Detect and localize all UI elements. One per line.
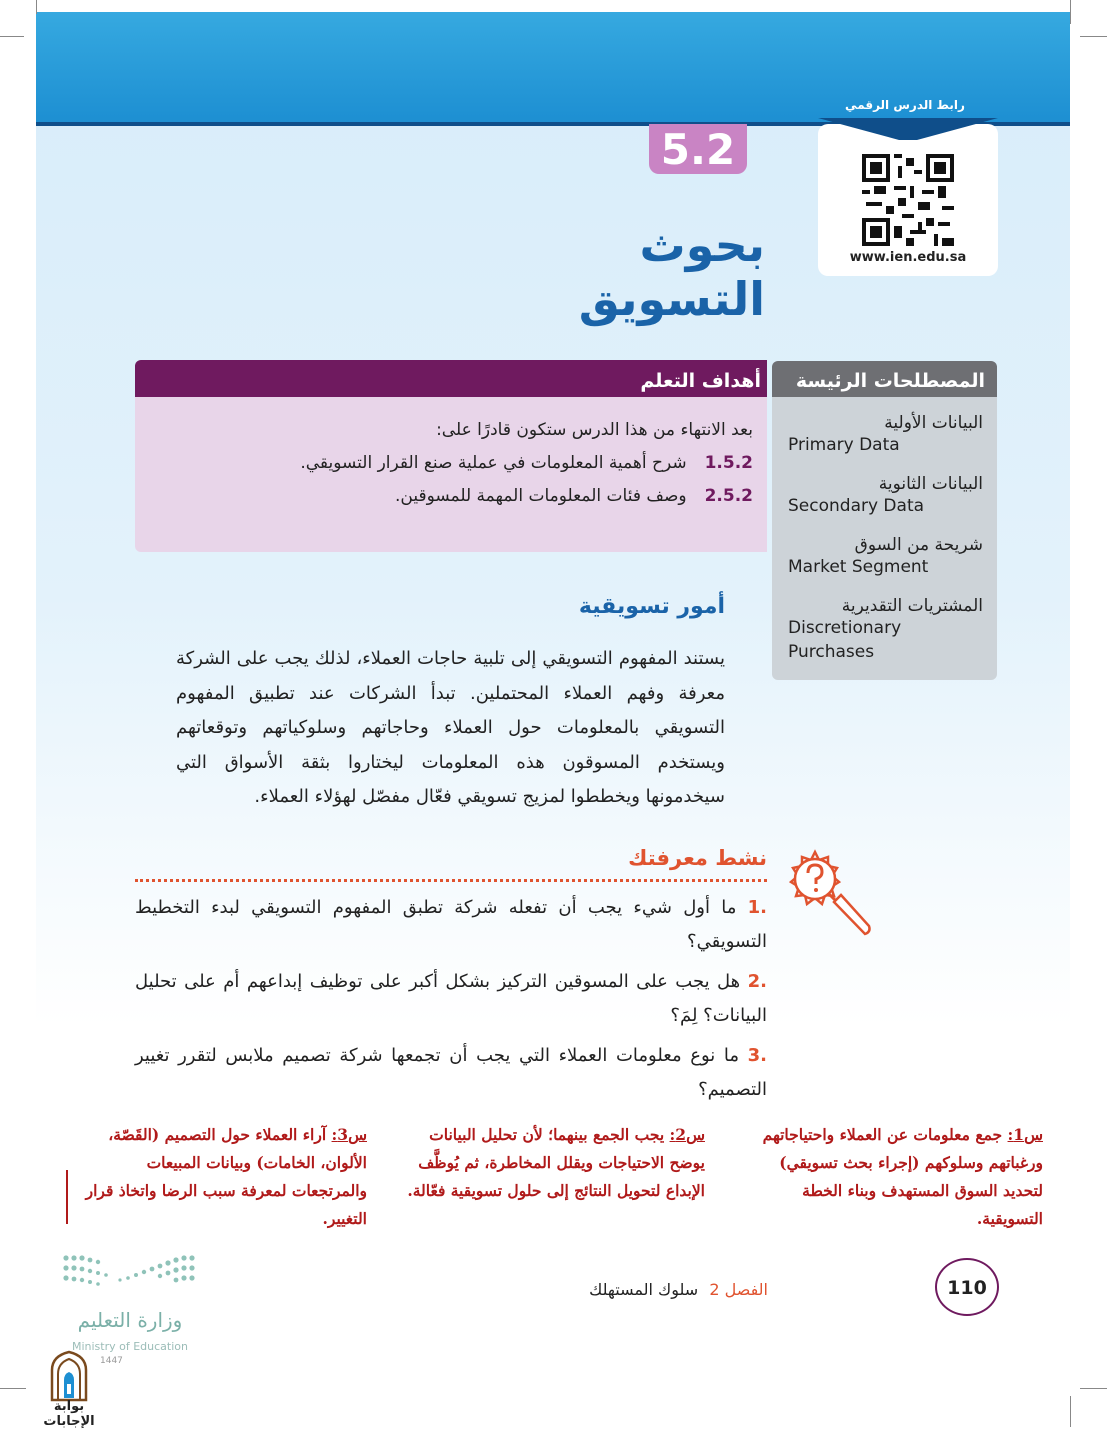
goal-text: وصف فئات المعلومات المهمة للمسوقين. [394,486,687,506]
learning-goals-intro: بعد الانتهاء من هذا الدرس ستكون قادرًا على: [436,420,753,440]
question-item [135,891,767,959]
answer-label: س3: [331,1125,367,1144]
handwritten-answer [84,1121,367,1233]
portal-logo-icon[interactable] [48,1350,90,1402]
section-paragraph: يستند المفهوم التسويقي إلى تلبية حاجات العملاء، لذلك يجب على الشركة معرفة وفهم العملاء المحتملين. تبدأ الشركات عند تطبيق المفهوم التسويقي بالمعلومات حول العملاء وحاجاتهم وسلوكياتهم وتوقعاتهم ويستخدم المسوقون هذه المعلومات ليختاروا بثقة الأسواق التي سيخدمونها ويخططوا لمزيج تسويقي فعّال مفصّل لهؤلاء العملاء. [176,648,725,807]
qr-code-icon[interactable] [862,154,954,246]
dotted-divider [135,879,767,882]
question-text: ما أول شيء يجب أن تفعله شركة تطبق المفهوم التسويقي لبدء التخطيط التسويقي؟ [135,897,767,952]
section-heading: أمور تسويقية [578,594,725,619]
chapter-footer [540,1280,768,1299]
key-terms-title: المصطلحات الرئيسة [772,361,997,397]
key-term [788,474,983,518]
crop-mark [1080,36,1107,37]
question-item [135,965,767,1033]
question-text: هل يجب على المسوقين التركيز بشكل أكبر على توظيف إبداعهم أم على تحليل البيانات؟ لِمَ؟ [135,971,767,1026]
key-term-en: Primary Data [788,435,900,455]
question-text: ما نوع معلومات العملاء التي يجب أن تجمعها شركة تصميم ملابس لتقرر تغيير التصميم؟ [135,1045,767,1100]
learning-goal [150,486,753,506]
key-term-en: Market Segment [788,557,929,577]
crop-mark [1070,1396,1071,1427]
key-term-ar: المشتريات التقديرية [841,596,983,616]
question-number: .2 [747,971,767,992]
goal-number: 2.5.2 [704,486,753,506]
question-number: .3 [747,1045,767,1066]
crop-mark [0,36,24,37]
handwritten-answer [745,1121,1043,1233]
key-term [788,535,983,579]
ministry-name-en: Ministry of Education [71,1340,188,1353]
lesson-title: بحوث التسويق [578,218,765,326]
lesson-url[interactable]: www.ien.edu.sa [849,250,967,265]
crop-mark [36,0,37,14]
goal-text: شرح أهمية المعلومات في عملية صنع القرار التسويقي. [300,453,687,473]
question-item [135,1039,767,1107]
page-number: 110 [935,1258,999,1316]
answer-text: آراء العملاء حول التصميم (القَصّة، الألوان، الخامات) وبيانات المبيعات والمرتجعات لمعرفة سبب الرضا واتخاذ قرار التغيير. [85,1125,367,1228]
question-number: .1 [747,897,768,918]
answer-text: يجب الجمع بينهما؛ لأن تحليل البيانات يوضح الاحتياجات ويقلل المخاطرة، ثم يُوظَّف الإبداع لتحويل النتائج إلى حلول تسويقية فعّالة. [407,1125,705,1200]
answer-text: جمع معلومات عن العملاء واحتياجاتهم ورغباتهم وسلوكهم (إجراء بحث تسويقي) لتحديد السوق المستهدف وبناء الخطة التسويقية. [762,1125,1043,1228]
handwritten-answer [405,1121,705,1205]
key-term-ar: شريحة من السوق [854,535,983,555]
crop-mark [1080,1388,1107,1389]
answer-label: س1: [1007,1125,1043,1144]
ministry-logo-icon [60,1250,200,1300]
answer-margin-line [66,1170,68,1224]
crop-mark [1070,0,1071,24]
lesson-number-badge: 5.2 [649,124,747,174]
digital-link-label: رابط الدرس الرقمي [845,98,965,112]
chapter-title: سلوك المستهلك [589,1280,699,1299]
chapter-label: الفصل 2 [709,1280,768,1299]
key-term-en: Discretionary Purchases [788,618,902,662]
portal-label[interactable]: بوابة الإجابات [43,1399,95,1429]
key-term [788,413,983,457]
key-term-ar: البيانات الثانوية [878,474,983,494]
activate-knowledge-heading: نشط معرفتك [628,846,767,870]
key-term [788,596,983,664]
ministry-year: 1447 [100,1356,123,1366]
magnifier-question-icon [785,848,873,940]
ministry-name-ar: وزارة التعليم [77,1308,183,1332]
crop-mark [0,1388,26,1389]
learning-goals-title: أهداف التعلم [135,360,767,397]
learning-goal [150,453,753,473]
answer-label: س2: [669,1125,705,1144]
goal-number: 1.5.2 [704,453,753,473]
key-term-ar: البيانات الأولية [884,413,983,433]
key-term-en: Secondary Data [788,496,925,516]
